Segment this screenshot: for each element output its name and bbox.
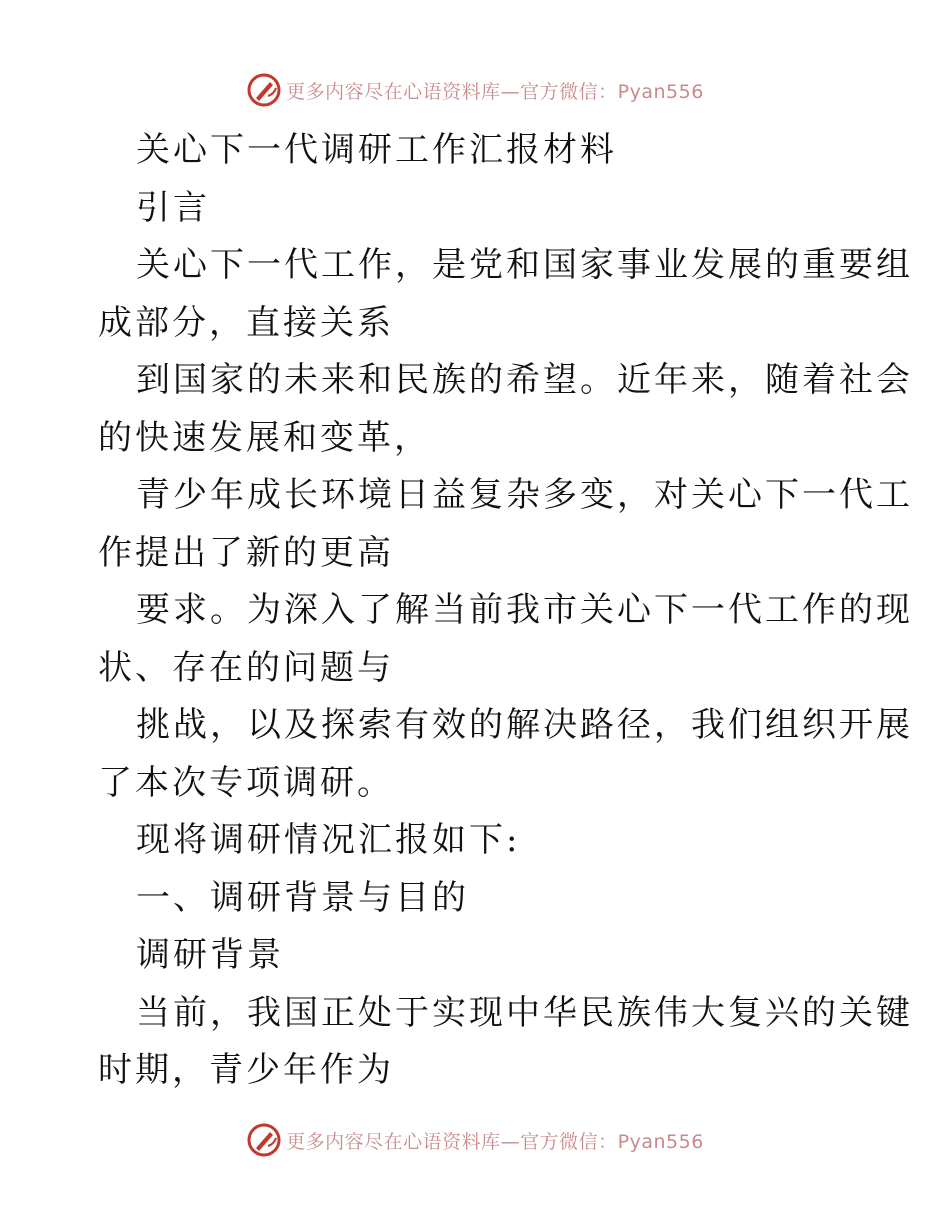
paragraph-line: 了本次专项调研。 — [98, 762, 394, 803]
red-pen-circle-icon — [246, 1122, 282, 1158]
header-banner-text: 更多内容尽在心语资料库—官方微信：Pyan556 — [286, 80, 704, 103]
paragraph-line: 成部分，直接关系 — [98, 302, 394, 343]
paragraph-line: 要求。为深入了解当前我市关心下一代工作的现 — [136, 590, 913, 630]
footer-banner — [0, 1120, 950, 1160]
paragraph-line: 青少年成长环境日益复杂多变，对关心下一代工 — [136, 475, 913, 515]
footer-banner-text: 更多内容尽在心语资料库—官方微信：Pyan556 — [286, 1130, 704, 1153]
paragraph-line: 的快速发展和变革， — [98, 417, 431, 458]
document-title: 关心下一代调研工作汇报材料 — [136, 130, 617, 170]
paragraph-line: 状、存在的问题与 — [98, 647, 394, 688]
section-heading: 一、调研背景与目的 — [136, 877, 469, 918]
subsection-heading: 调研背景 — [136, 935, 284, 975]
section-heading-intro: 引言 — [136, 187, 210, 228]
document-body — [98, 122, 913, 1100]
red-pen-circle-icon — [246, 72, 282, 108]
paragraph-line: 关心下一代工作，是党和国家事业发展的重要组 — [136, 245, 913, 285]
header-banner — [0, 70, 950, 110]
paragraph-line: 到国家的未来和民族的希望。近年来，随着社会 — [136, 360, 913, 400]
paragraph-line: 挑战，以及探索有效的解决路径，我们组织开展 — [136, 705, 913, 745]
paragraph-line: 时期，青少年作为 — [98, 1050, 394, 1090]
paragraph-line: 作提出了新的更高 — [98, 532, 394, 573]
paragraph-line: 现将调研情况汇报如下: — [136, 820, 521, 860]
paragraph-line: 当前，我国正处于实现中华民族伟大复兴的关键 — [136, 992, 913, 1033]
